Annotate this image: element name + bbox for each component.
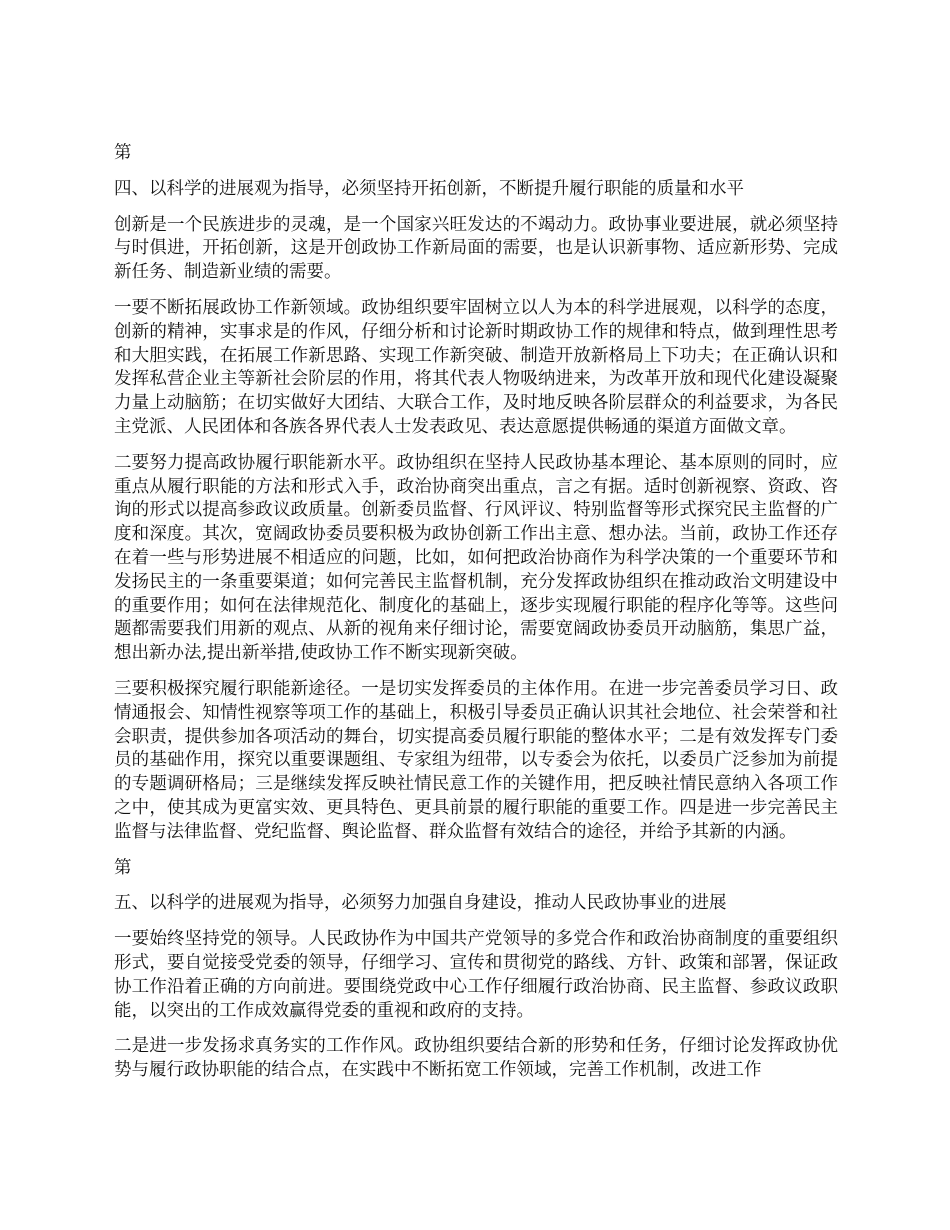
paragraph: 三要积极探究履行职能新途径。一是切实发挥委员的主体作用。在进一步完善委员学习日、政情通报会、知情性视察等项工作的基础上，积极引导委员正确认识其社会地位、社会荣誉和社会职责，提供参加各项活动的舞台，切实提高委员履行职能的整体水平；二是有效发挥专门委员的基础作用，探究以重要课题组、专家组为纽带，以专委会为依托，以委员广泛参加为前提的专题调研格局；三是继续发挥反映社情民意工作的关键作用，把反映社情民意纳入各项工作之中，使其成为更富实效、更具特色、更具前景的履行职能的重要工作。四是进一步完善民主监督与法律监督、党纪监督、舆论监督、群众监督有效结合的途径，并给予其新的内涵。 — [114, 678, 838, 842]
paragraph: 一要不断拓展政协工作新领域。政协组织要牢固树立以人为本的科学进展观，以科学的态度，创新的精神，实事求是的作风，仔细分析和讨论新时期政协工作的规律和特点，做到理性思考和大胆实践，在拓展工作新思路、实现工作新突破、制造开放新格局上下功夫；在正确认识和发挥私营企业主等新社会阶层的作用，将其代表人物吸纳进来，为改革开放和现代化建设凝聚力量上动脑筋；在切实做好大团结、大联合工作，及时地反映各阶层群众的利益要求，为各民主党派、人民团体和各族各界代表人士发表政见、表达意愿提供畅通的渠道方面做文章。 — [114, 297, 838, 437]
document-page — [114, 142, 838, 1095]
section-heading-four: 四、以科学的进展观为指导，必须坚持开拓创新，不断提升履行职能的质量和水平 — [114, 178, 744, 199]
paragraph: 二要努力提高政协履行职能新水平。政协组织在坚持人民政协基本理论、基本原则的同时，应重点从履行职能的方法和形式入手，政治协商突出重点，言之有据。适时创新视察、资政、咨询的形式以提高参政议政质量。创新委员监督、行风评议、特别监督等形式探究民主监督的广度和深度。其次，宽阔政协委员要积极为政协创新工作出主意、想办法。当前，政协工作还存在着一些与形势进展不相适应的问题，比如，如何把政治协商作为科学决策的一个重要环节和发扬民主的一条重要渠道；如何完善民主监督机制，充分发挥政协组织在推动政治文明建设中的重要作用；如何在法律规范化、制度化的基础上，逐步实现履行职能的程序化等等。这些问题都需要我们用新的观点、从新的视角来仔细讨论，需要宽阔政协委员开动脑筋，集思广益，想出新办法,提出新举措,使政协工作不断实现新突破。 — [114, 452, 838, 664]
section-marker: 第 — [114, 143, 132, 163]
paragraph: 二是进一步发扬求真务实的工作作风。政协组织要结合新的形势和任务，仔细讨论发挥政协优势与履行政协职能的结合点，在实践中不断拓宽工作领域，完善工作机制，改进工作 — [114, 1036, 838, 1081]
section-marker: 第 — [114, 857, 132, 878]
paragraph: 一要始终坚持党的领导。人民政协作为中国共产党领导的多党合作和政治协商制度的重要组织形式，要自觉接受党委的领导，仔细学习、宣传和贯彻党的路线、方针、政策和部署，保证政协工作沿着正确的方向前进。要围绕党政中心工作仔细履行政治协商、民主监督、参政议政职能，以突出的工作成效赢得党委的重视和政府的支持。 — [114, 929, 838, 1021]
section-heading-five: 五、以科学的进展观为指导，必须努力加强自身建设，推动人民政协事业的进展 — [114, 893, 727, 914]
paragraph: 创新是一个民族进步的灵魂，是一个国家兴旺发达的不竭动力。政协事业要进展，就必须坚持与时俱进，开拓创新，这是开创政协工作新局面的需要，也是认识新事物、适应新形势、完成新任务、制造新业绩的需要。 — [114, 214, 838, 283]
